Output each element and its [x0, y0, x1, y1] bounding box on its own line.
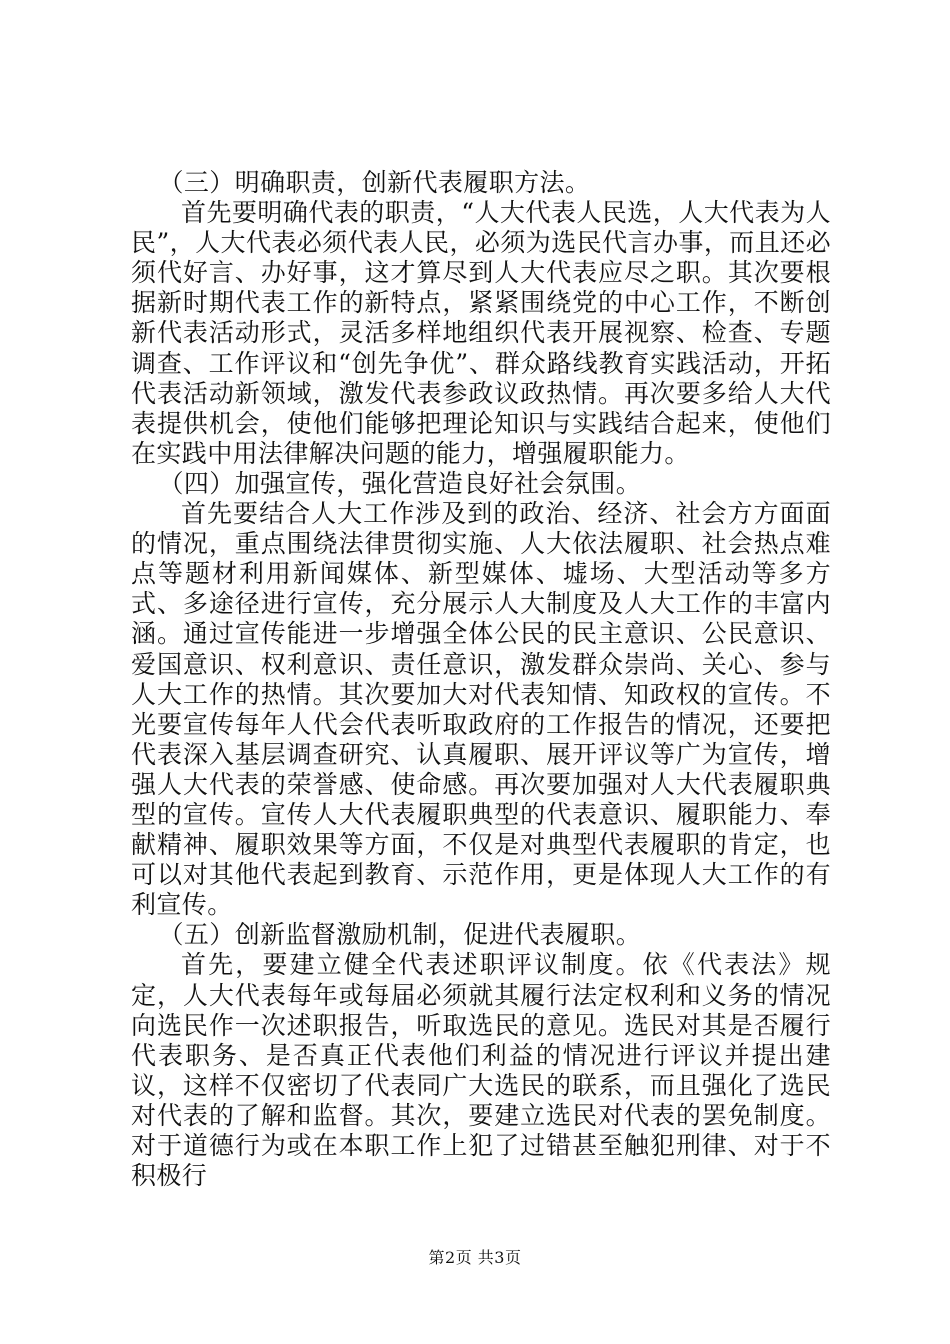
document-body: [131, 168, 831, 1191]
section-heading-3: （三）明确职责，创新代表履职方法。: [158, 168, 591, 197]
section-paragraph-3: 首先要明确代表的职责，“人大代表人民选，人大代表为人民”，人大代表必须代表人民，必须为选民代言办事，而且还必须代好言、办好事，这才算尽到人大代表应尽之职。其次要根据新时期代表工作的新特点，紧紧围绕党的中心工作，不断创新代表活动形式，灵活多样地组织代表开展视察、检查、专题调查、工作评议和“创先争优”、群众路线教育实践活动，开拓代表活动新领域，激发代表参政议政热情。再次要多给人大代表提供机会，使他们能够把理论知识与实践结合起来，使他们在实践中用法律解决问题的能力，增强履职能力。: [131, 198, 831, 468]
section-paragraph-5: 首先，要建立健全代表述职评议制度。依《代表法》规定，人大代表每年或每届必须就其履行法定权利和义务的情况向选民作一次述职报告，听取选民的意见。选民对其是否履行代表职务、是否真正代表他们利益的情况进行评议并提出建议，这样不仅密切了代表同广大选民的联系，而且强化了选民对代表的了解和监督。其次，要建立选民对代表的罢免制度。对于道德行为或在本职工作上犯了过错甚至触犯刑律、对于不积极行: [131, 950, 831, 1191]
page-number-footer: 第2页 共3页: [428, 1248, 522, 1267]
section-heading-4: （四）加强宣传，强化营造良好社会氛围。: [158, 468, 642, 498]
section-paragraph-4: 首先要结合人大工作涉及到的政治、经济、社会方方面面的情况，重点围绕法律贯彻实施、人大依法履职、社会热点难点等题材利用新闻媒体、新型媒体、墟场、大型活动等多方式、多途径进行宣传，充分展示人大制度及人大工作的丰富内涵。通过宣传能进一步增强全体公民的民主意识、公民意识、爱国意识、权利意识、责任意识，激发群众崇尚、关心、参与人大工作的热情。其次要加大对代表知情、知政权的宣传。不光要宣传每年人代会代表听取政府的工作报告的情况，还要把代表深入基层调查研究、认真履职、展开评议等广为宣传，增强人大代表的荣誉感、使命感。再次要加强对人大代表履职典型的宣传。宣传人大代表履职典型的代表意识、履职能力、奉献精神、履职效果等方面，不仅是对典型代表履职的肯定，也可以对其他代表起到教育、示范作用，更是体现人大工作的有利宣传。: [131, 499, 831, 920]
section-heading-5: （五）创新监督激励机制，促进代表履职。: [158, 920, 642, 950]
